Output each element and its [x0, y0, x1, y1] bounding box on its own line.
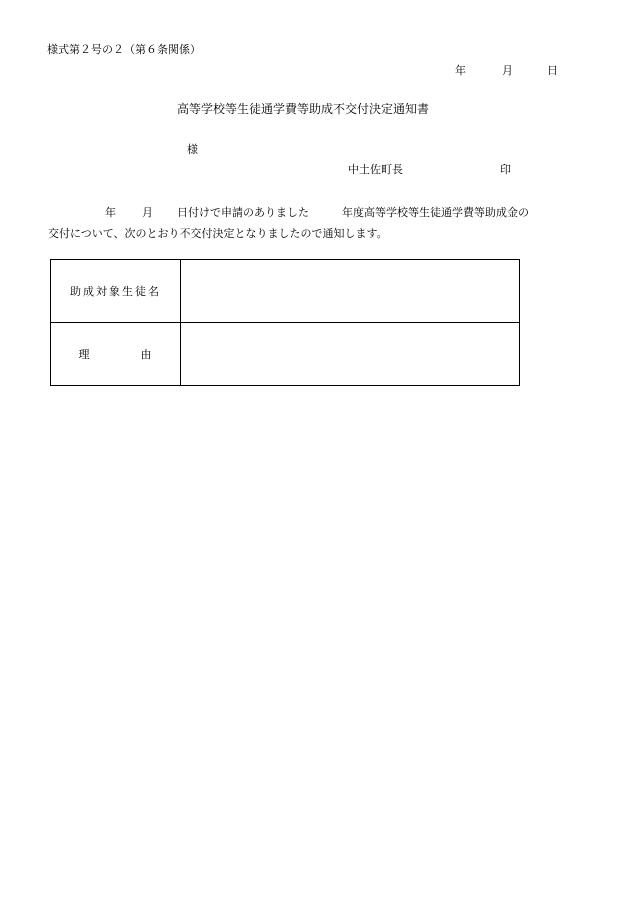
- date-line: [455, 64, 558, 78]
- body-day-text: 日付けで申請のありました: [177, 206, 309, 219]
- sender-title: 中土佐町長: [348, 163, 403, 176]
- date-day-label: 日: [547, 64, 558, 77]
- body-line-2: 交付について、次のとおり不交付決定となりましたので通知します。: [48, 227, 388, 240]
- student-name-field[interactable]: [181, 260, 520, 323]
- reason-label-part2: 由: [140, 348, 154, 361]
- reason-label-part1: 理: [78, 348, 92, 361]
- body-year: 年: [105, 206, 116, 219]
- date-month-label: 月: [502, 64, 513, 77]
- table-row: [51, 260, 520, 323]
- body-fiscal-year-text: 年度高等学校等生徒通学費等助成金の: [342, 206, 529, 219]
- body-text: [48, 202, 563, 244]
- body-line-1: [48, 202, 563, 223]
- seal-mark: 印: [500, 163, 511, 176]
- date-year-label: 年: [455, 64, 466, 77]
- sender-line: [348, 163, 511, 177]
- student-name-label: 助成対象生徒名: [51, 260, 181, 323]
- table-row: [51, 323, 520, 386]
- form-number: 様式第２号の２（第６条関係）: [47, 43, 201, 56]
- reason-field[interactable]: [181, 323, 520, 386]
- reason-label: [51, 323, 181, 386]
- addressee-honorific: 様: [187, 143, 198, 156]
- body-month: 月: [142, 206, 153, 219]
- document-title: 高等学校等生徒通学費等助成不交付決定通知書: [176, 102, 429, 116]
- info-table: [50, 259, 520, 386]
